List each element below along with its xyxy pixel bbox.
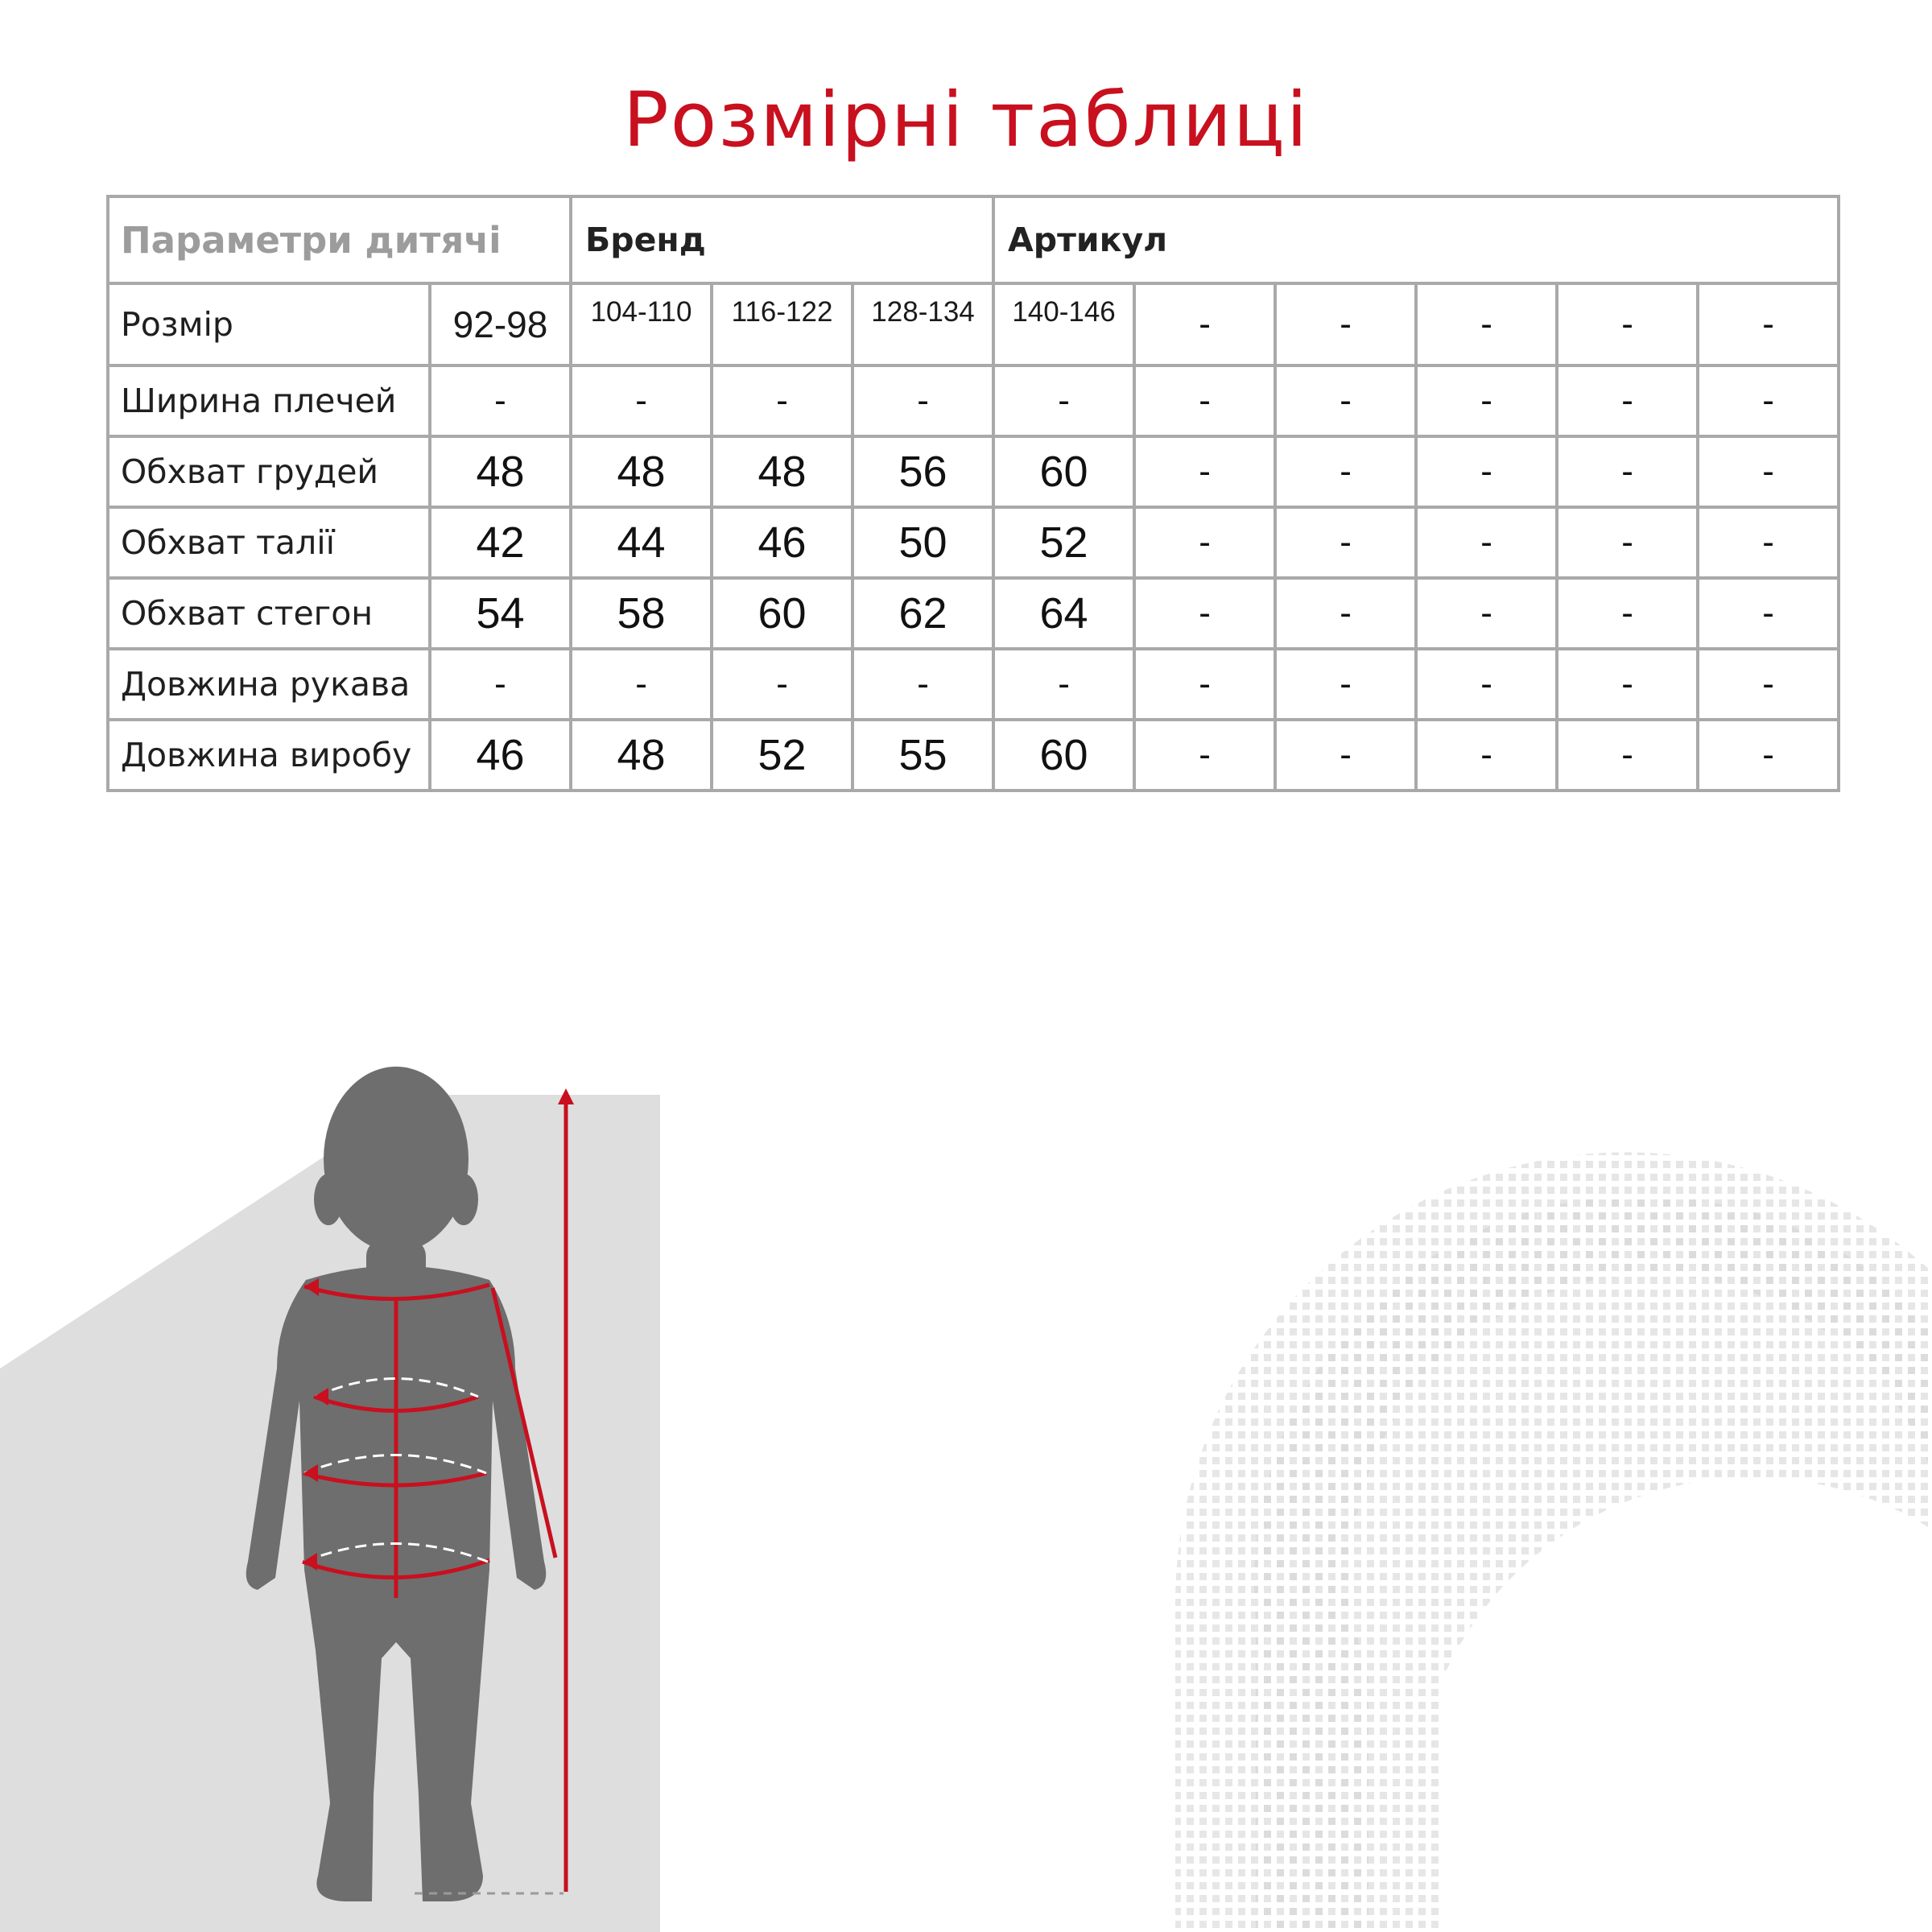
table-row: [108, 578, 1839, 649]
row-label: Довжина виробу: [108, 720, 430, 791]
value-cell: 48: [712, 436, 852, 507]
value-cell: -: [1698, 436, 1839, 507]
value-cell: -: [993, 649, 1134, 720]
size-cell: 92-98: [430, 283, 571, 365]
size-cell: 128-134: [852, 283, 993, 365]
value-cell: -: [1134, 578, 1275, 649]
table-row: [108, 720, 1839, 791]
size-row: [108, 283, 1839, 365]
value-cell: -: [1698, 365, 1839, 436]
row-label: Розмір: [108, 283, 430, 365]
value-cell: 60: [993, 720, 1134, 791]
value-cell: 55: [852, 720, 993, 791]
value-cell: -: [712, 365, 852, 436]
value-cell: -: [1416, 507, 1557, 578]
size-cell: -: [1275, 283, 1416, 365]
measurement-back-lines: [304, 1379, 488, 1563]
background-beam: [0, 1095, 660, 1932]
value-cell: -: [1557, 649, 1698, 720]
value-cell: 52: [993, 507, 1134, 578]
value-cell: -: [852, 365, 993, 436]
measurement-lines: [303, 1096, 566, 1892]
value-cell: 42: [430, 507, 571, 578]
value-cell: 50: [852, 507, 993, 578]
value-cell: -: [1275, 436, 1416, 507]
size-cell: -: [1134, 283, 1275, 365]
value-cell: -: [1698, 649, 1839, 720]
value-cell: -: [852, 649, 993, 720]
value-cell: -: [1698, 720, 1839, 791]
arrow-heads: [303, 1088, 574, 1571]
measurement-rows: [108, 365, 1839, 791]
value-cell: -: [1416, 578, 1557, 649]
child-silhouette: [246, 1067, 547, 1901]
value-cell: -: [1698, 578, 1839, 649]
table-row: [108, 507, 1839, 578]
value-cell: -: [1134, 365, 1275, 436]
row-label: Обхват талії: [108, 507, 430, 578]
value-cell: -: [430, 365, 571, 436]
value-cell: -: [1275, 720, 1416, 791]
value-cell: -: [571, 365, 712, 436]
value-cell: -: [1698, 507, 1839, 578]
size-cell: 104-110: [571, 283, 712, 365]
row-label: Обхват грудей: [108, 436, 430, 507]
params-header: Параметри дитячі: [108, 196, 571, 283]
value-cell: -: [1557, 507, 1698, 578]
value-cell: 52: [712, 720, 852, 791]
value-cell: 44: [571, 507, 712, 578]
value-cell: -: [1416, 365, 1557, 436]
value-cell: 54: [430, 578, 571, 649]
table-row: [108, 365, 1839, 436]
value-cell: 60: [712, 578, 852, 649]
row-label: Ширина плечей: [108, 365, 430, 436]
value-cell: 46: [430, 720, 571, 791]
value-cell: -: [1416, 436, 1557, 507]
value-cell: -: [1275, 578, 1416, 649]
table-row: [108, 649, 1839, 720]
value-cell: 64: [993, 578, 1134, 649]
value-cell: -: [1557, 720, 1698, 791]
value-cell: 48: [430, 436, 571, 507]
value-cell: -: [1134, 649, 1275, 720]
page-title: Розмірні таблиці: [623, 76, 1309, 164]
table-row: [108, 436, 1839, 507]
value-cell: 62: [852, 578, 993, 649]
value-cell: -: [1134, 436, 1275, 507]
value-cell: -: [1134, 720, 1275, 791]
size-cell: -: [1416, 283, 1557, 365]
value-cell: -: [1275, 365, 1416, 436]
value-cell: 46: [712, 507, 852, 578]
value-cell: -: [1557, 436, 1698, 507]
size-cell: -: [1698, 283, 1839, 365]
row-label: Обхват стегон: [108, 578, 430, 649]
value-cell: 58: [571, 578, 712, 649]
value-cell: -: [1134, 507, 1275, 578]
value-cell: 48: [571, 720, 712, 791]
header-row: [108, 196, 1839, 283]
value-cell: -: [1416, 649, 1557, 720]
value-cell: -: [1557, 365, 1698, 436]
value-cell: -: [1275, 649, 1416, 720]
value-cell: 60: [993, 436, 1134, 507]
size-table: [106, 195, 1840, 792]
value-cell: -: [430, 649, 571, 720]
ornament-arch: [1175, 1152, 1932, 1932]
article-header: Артикул: [993, 196, 1839, 283]
value-cell: -: [1557, 578, 1698, 649]
value-cell: -: [571, 649, 712, 720]
size-cell: 140-146: [993, 283, 1134, 365]
value-cell: -: [1416, 720, 1557, 791]
size-cell: 116-122: [712, 283, 852, 365]
brand-header: Бренд: [571, 196, 993, 283]
size-cell: -: [1557, 283, 1698, 365]
value-cell: -: [1275, 507, 1416, 578]
value-cell: 48: [571, 436, 712, 507]
row-label: Довжина рукава: [108, 649, 430, 720]
value-cell: 56: [852, 436, 993, 507]
value-cell: -: [712, 649, 852, 720]
value-cell: -: [993, 365, 1134, 436]
